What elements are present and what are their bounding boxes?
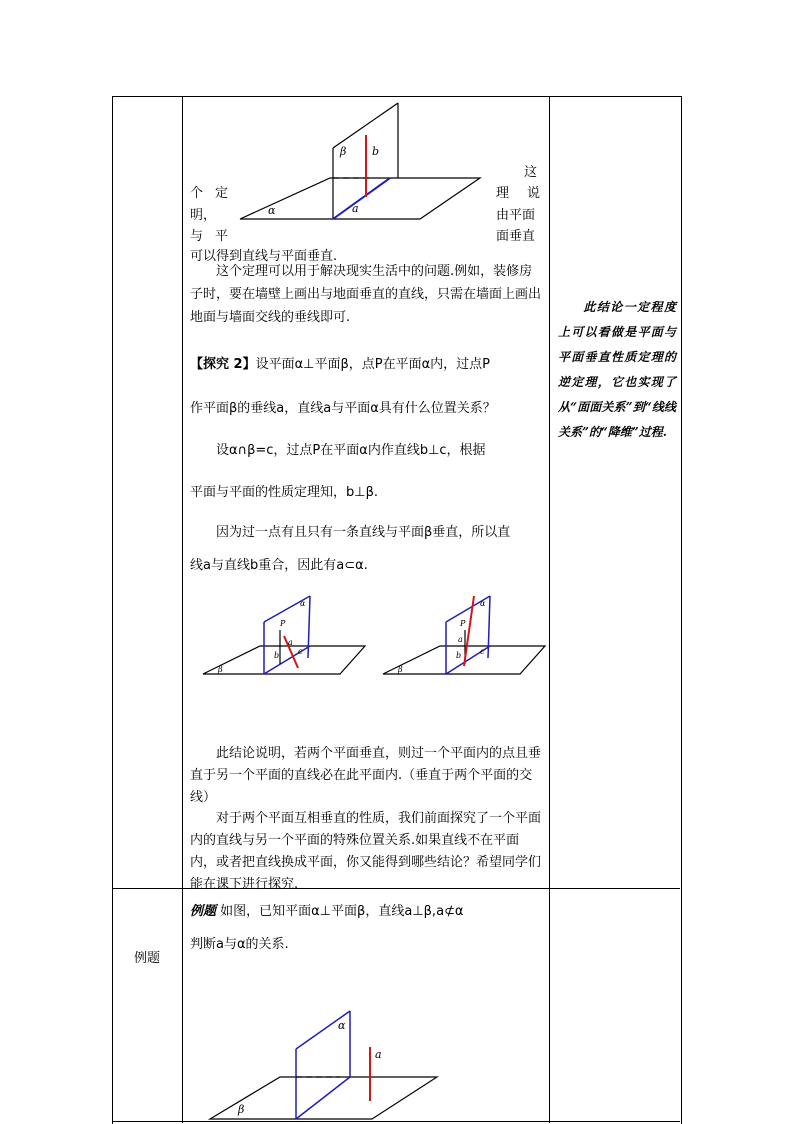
label-alpha: α — [300, 599, 306, 608]
section-label-example: 例题 — [133, 951, 160, 966]
example-text-2: 判断a与α的关系. — [190, 937, 289, 952]
label-b: b — [372, 145, 380, 158]
plane-beta — [203, 646, 365, 674]
figure-example — [200, 1005, 450, 1123]
fragment-right-2: 由平面 — [496, 208, 536, 223]
explore2-answer-2: 平面与平面的性质定理知，b⊥β. — [190, 485, 379, 500]
example-label: 例题 — [190, 904, 217, 919]
figure-explore2-left — [200, 590, 370, 680]
fragment-left-1: 个 定 — [190, 186, 228, 201]
label-P: P — [280, 619, 286, 628]
label-beta: β — [218, 665, 223, 674]
explore2-answer-3: 因为过一点有且只有一条直线与平面β垂直，所以直 — [216, 525, 511, 540]
figure-perpendicular-planes — [230, 100, 490, 225]
line-after-figure: 可以得到直线与平面垂直. — [190, 249, 338, 264]
figure-explore2-right — [380, 590, 550, 680]
label-b: b — [456, 651, 462, 660]
intersection-line-c — [264, 646, 310, 674]
label-alpha: α — [480, 599, 486, 608]
explore2-label: 【探究 2】 — [190, 357, 256, 372]
label-c: c — [298, 647, 303, 656]
fragment-right-1: 理 说 — [496, 186, 540, 201]
label-a: a — [458, 635, 463, 644]
label-alpha: α — [338, 1019, 346, 1032]
intersection-line-a — [333, 178, 390, 219]
fragment-right-3: 面垂直 — [496, 229, 536, 244]
explore2-answer-1: 设α∩β=c，过点P在平面α内作直线b⊥c，根据 — [216, 443, 486, 458]
paragraph-conclusion: 此结论说明，若两个平面垂直，则过一个平面内的点且垂直于另一个平面的直线必在此平面内.（垂直于两个平面的交线） — [190, 746, 542, 805]
label-P: P — [460, 619, 466, 628]
plane-alpha-right-edge — [488, 596, 490, 658]
label-a: a — [352, 202, 359, 215]
explore2-question-1: 设平面α⊥平面β，点P在平面α内，过点P — [255, 357, 491, 372]
label-b: b — [274, 651, 280, 660]
label-c: c — [480, 647, 485, 656]
label-a: a — [288, 638, 293, 647]
explore2-question-line-1 — [190, 352, 546, 377]
paragraph-reflection: 对于两个平面互相垂直的性质，我们前面探究了一个平面内的直线与另一个平面的特殊位置关系.如果直线不在平面内，或者把直线换成平面，你又能得到哪些结论？希望同学们能在课下进行探究. — [190, 811, 542, 892]
paragraph-application: 这个定理可以用于解决现实生活中的问题.例如，装修房子时，要在墙壁上画出与地面垂直的直线，只需在墙面上画出地面与墙面交线的垂线即可. — [190, 264, 542, 325]
fragment-left-2: 明， — [190, 208, 217, 223]
explore2-answer-4: 线a与直线b重合，因此有a⊂α. — [190, 558, 368, 573]
intersection-line — [296, 1077, 350, 1119]
side-note — [558, 295, 676, 445]
plane-alpha-right-edge — [308, 596, 310, 658]
label-alpha: α — [268, 204, 276, 217]
example-text-1: 如图，已知平面α⊥平面β，直线a⊥β,a⊄α — [220, 904, 464, 919]
example-line-1 — [190, 899, 546, 924]
column-divider-1 — [182, 96, 183, 1123]
explore2-question-2: 作平面β的垂线a，直线a与平面α具有什么位置关系？ — [190, 401, 496, 416]
fragment-top-right: 这 — [524, 165, 538, 180]
side-note-text: 此结论一定程度上可以看做是平面与平面垂直性质定理的逆定理，它也实现了从“面面关系”到“线线关系”的“降维”过程. — [558, 300, 676, 439]
label-beta: β — [238, 1103, 245, 1116]
fragment-left-3: 与 平 — [190, 229, 228, 244]
label-beta: β — [340, 145, 347, 158]
label-beta: β — [398, 665, 403, 674]
label-a: a — [375, 1048, 382, 1061]
